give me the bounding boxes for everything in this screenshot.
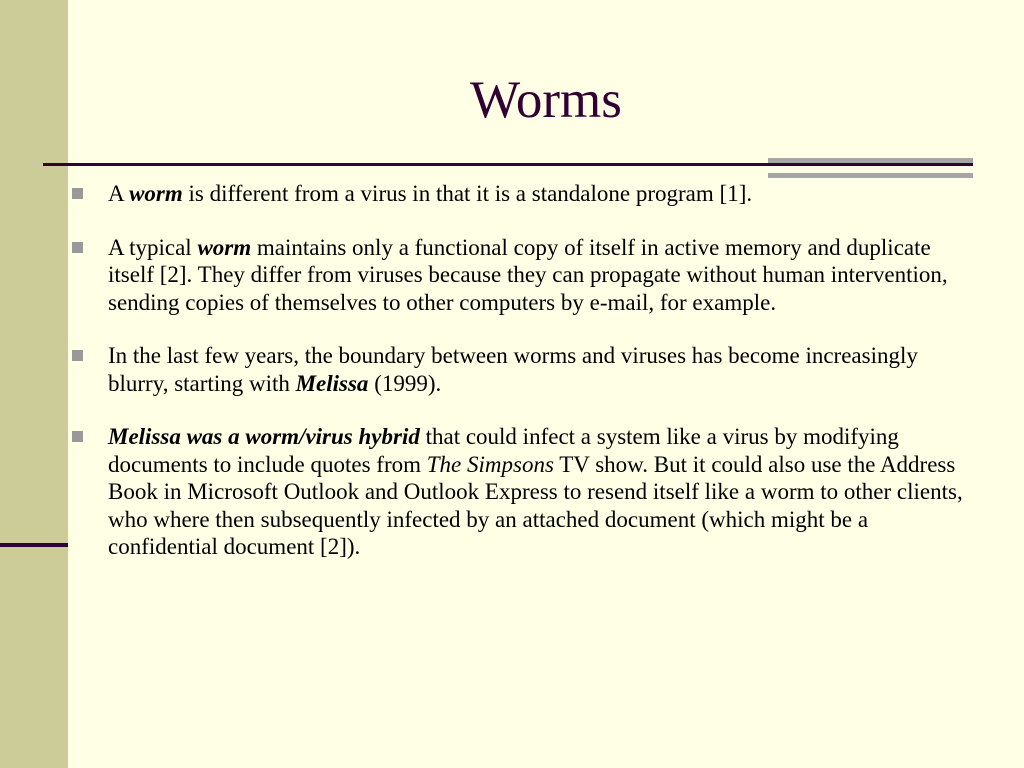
bullet-text: A typical worm maintains only a functional copy of itself in active memory and duplicate itself [2]. They differ from viruses because they can propagate without human intervention, sending copies of themselves to other computers by e-mail, for example. bbox=[108, 234, 948, 315]
slide-title: Worms bbox=[470, 71, 622, 129]
bullet-text: In the last few years, the boundary between worms and viruses has become increasingly blurry, starting with Melissa (1999). bbox=[108, 343, 918, 396]
bullet-list bbox=[72, 180, 972, 587]
title-divider-rule bbox=[43, 163, 973, 166]
bullet-item-melissa-hybrid bbox=[72, 423, 972, 561]
square-bullet-icon bbox=[72, 242, 83, 253]
square-bullet-icon bbox=[72, 188, 83, 199]
square-bullet-icon bbox=[72, 350, 83, 361]
bullet-item-worm-definition bbox=[72, 180, 972, 208]
left-accent-bar bbox=[0, 543, 68, 547]
bullet-item-typical-worm bbox=[72, 234, 972, 317]
square-bullet-icon bbox=[72, 431, 83, 442]
bullet-text: Melissa was a worm/virus hybrid that could infect a system like a virus by modifying documents to include quotes from The Simpsons TV show. But it could also use the Address Book in Microsoft Outlook and Outlook Express to resend itself like a worm to other clients, who where then subsequently infected by an attached document (which might be a confidential document [2]). bbox=[108, 424, 963, 559]
bullet-text: A worm is different from a virus in that it is a standalone program [1]. bbox=[108, 181, 753, 206]
left-decorative-band bbox=[0, 0, 68, 768]
bullet-item-boundary-blurry bbox=[72, 342, 972, 397]
title-rule-accent-bottom bbox=[768, 173, 973, 178]
